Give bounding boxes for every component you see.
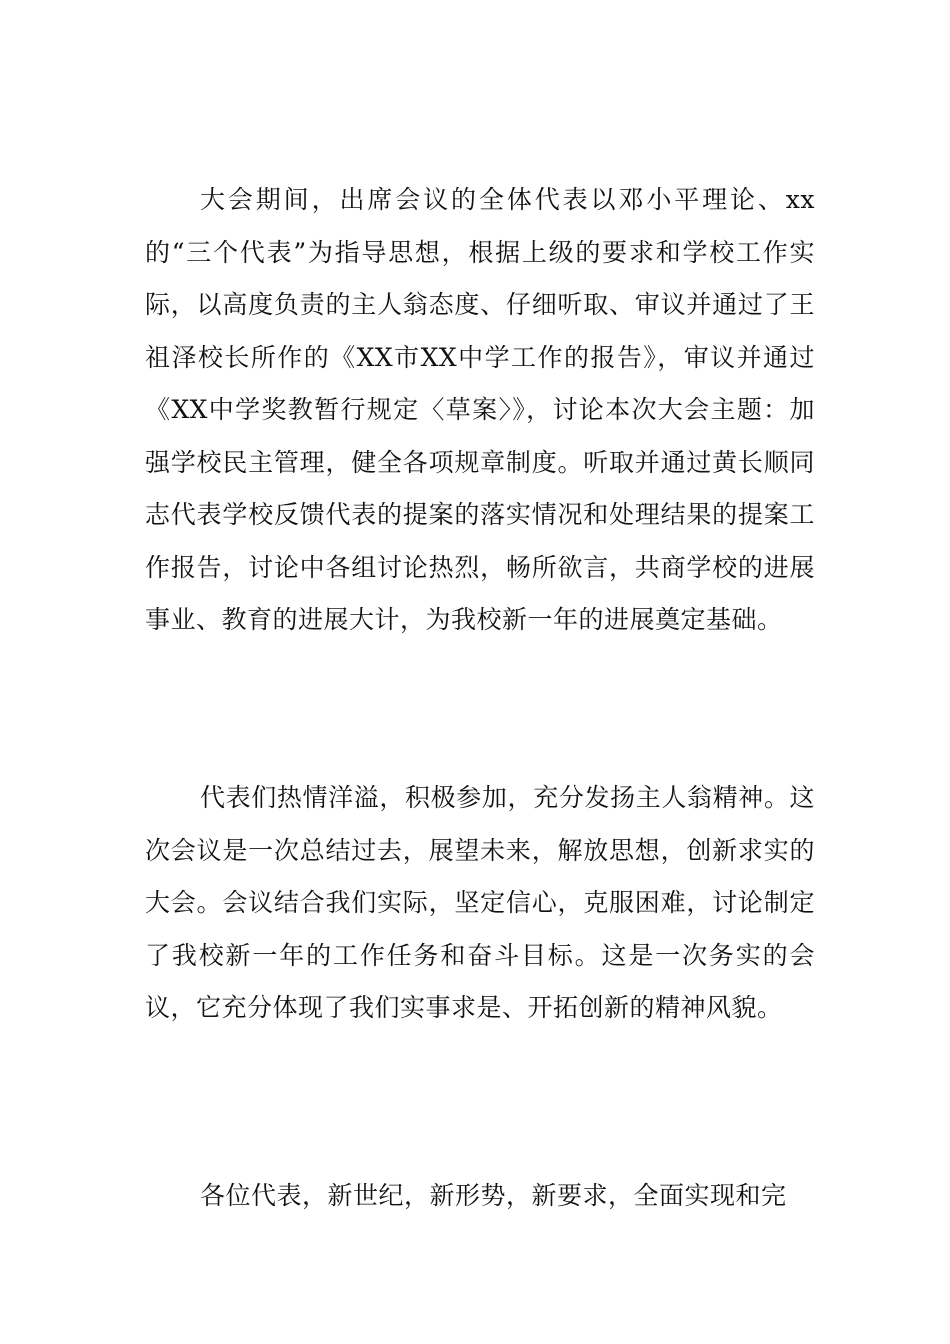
paragraph-meeting-summary: 大会期间，出席会议的全体代表以邓小平理论、xx的“三个代表”为指导思想，根据上级的要求和学校工作实际，以高度负责的主人翁态度、仔细听取、审议并通过了王祖泽校长所作的《XX市XX中学工作的报告》，审议并通过《XX中学奖教暂行规定〈草案〉》，讨论本次大会主题：加强学校民主管理，健全各项规章制度。听取并通过黄长顺同志代表学校反馈代表的提案的落实情况和处理结果的提案工作报告，讨论中各组讨论热烈，畅所欲言，共商学校的进展事业、教育的进展大计，为我校新一年的进展奠定基础。 — [145, 185, 815, 634]
paragraph-new-century: 各位代表，新世纪，新形势，新要求，全面实现和完 — [200, 1181, 787, 1210]
paragraph-delegates-spirit: 代表们热情洋溢，积极参加，充分发扬主人翁精神。这次会议是一次总结过去，展望未来，解放思想，创新求实的大会。会议结合我们实际，坚定信心，克服困难，讨论制定了我校新一年的工作任务和奋斗目标。这是一次务实的会议，它充分体现了我们实事求是、开拓创新的精神风貌。 — [145, 783, 815, 1022]
